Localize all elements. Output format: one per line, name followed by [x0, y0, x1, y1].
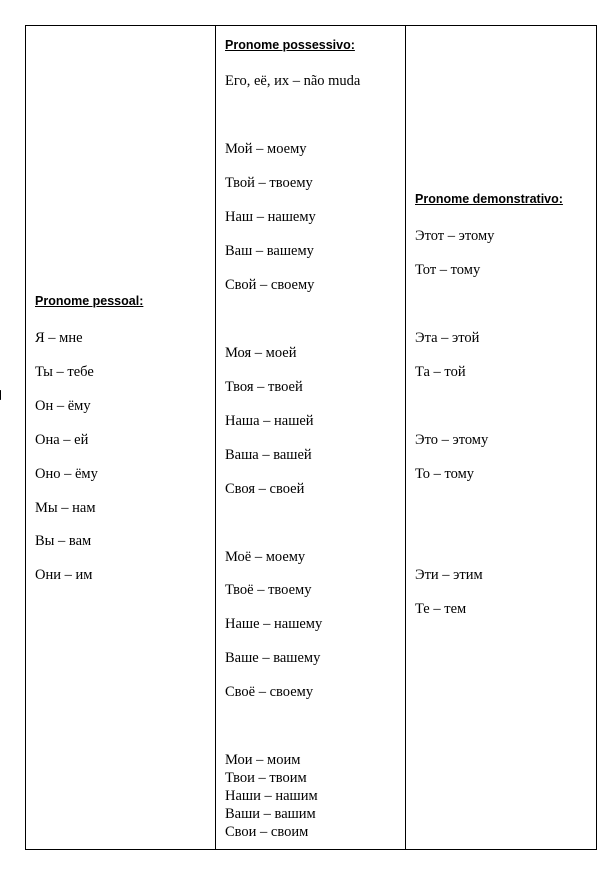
list-item: Твои – твоим [225, 770, 307, 786]
list-item: Твоё – твоему [225, 582, 312, 598]
list-item: Наш – нашему [225, 209, 316, 225]
list-item: Этот – этому [415, 228, 495, 244]
list-item: Свои – своим [225, 824, 309, 840]
list-item: Своя – своей [225, 481, 305, 497]
list-item: Те – тем [415, 601, 467, 617]
list-item: Ваши – вашим [225, 806, 316, 822]
list-item: Ваш – вашему [225, 243, 314, 259]
list-item: Тот – тому [415, 262, 481, 278]
possessive-note: Его, её, их – não muda [225, 73, 361, 89]
list-item: Он – ёму [35, 398, 91, 414]
heading-demonstrativo: Pronome demonstrativo: [415, 192, 563, 206]
list-item: Ваша – вашей [225, 447, 312, 463]
list-item: Ваше – вашему [225, 650, 321, 666]
list-item: Та – той [415, 364, 466, 380]
list-item: Я – мне [35, 330, 83, 346]
list-item: Это – этому [415, 432, 489, 448]
list-item: Наше – нашему [225, 616, 323, 632]
list-item: Мы – нам [35, 500, 96, 516]
list-item: Они – им [35, 567, 93, 583]
list-item: Вы – вам [35, 533, 92, 549]
table-row [26, 26, 597, 850]
list-item: Наши – нашим [225, 788, 318, 804]
list-item: Она – ей [35, 432, 89, 448]
list-item: Наша – нашей [225, 413, 314, 429]
margin-mark [0, 390, 3, 400]
list-item: Твоя – твоей [225, 379, 303, 395]
list-item: Твой – твоему [225, 175, 313, 191]
list-item: То – тому [415, 466, 475, 482]
list-item: Ты – тебе [35, 364, 94, 380]
list-item: Моя – моей [225, 345, 297, 361]
heading-pessoal: Pronome pessoal: [35, 294, 144, 308]
heading-possessivo: Pronome possessivo: [225, 38, 355, 52]
list-item: Свой – своему [225, 277, 315, 293]
list-item: Эти – этим [415, 567, 483, 583]
list-item: Эта – этой [415, 330, 480, 346]
pronoun-table [25, 25, 597, 850]
column-pessoal [26, 26, 216, 850]
column-demonstrativo [406, 26, 597, 850]
list-item: Моё – моему [225, 549, 306, 565]
list-item: Своё – своему [225, 684, 314, 700]
list-item: Мои – моим [225, 752, 301, 768]
list-item: Мой – моему [225, 141, 307, 157]
column-possessivo [216, 26, 406, 850]
list-item: Оно – ёму [35, 466, 98, 482]
